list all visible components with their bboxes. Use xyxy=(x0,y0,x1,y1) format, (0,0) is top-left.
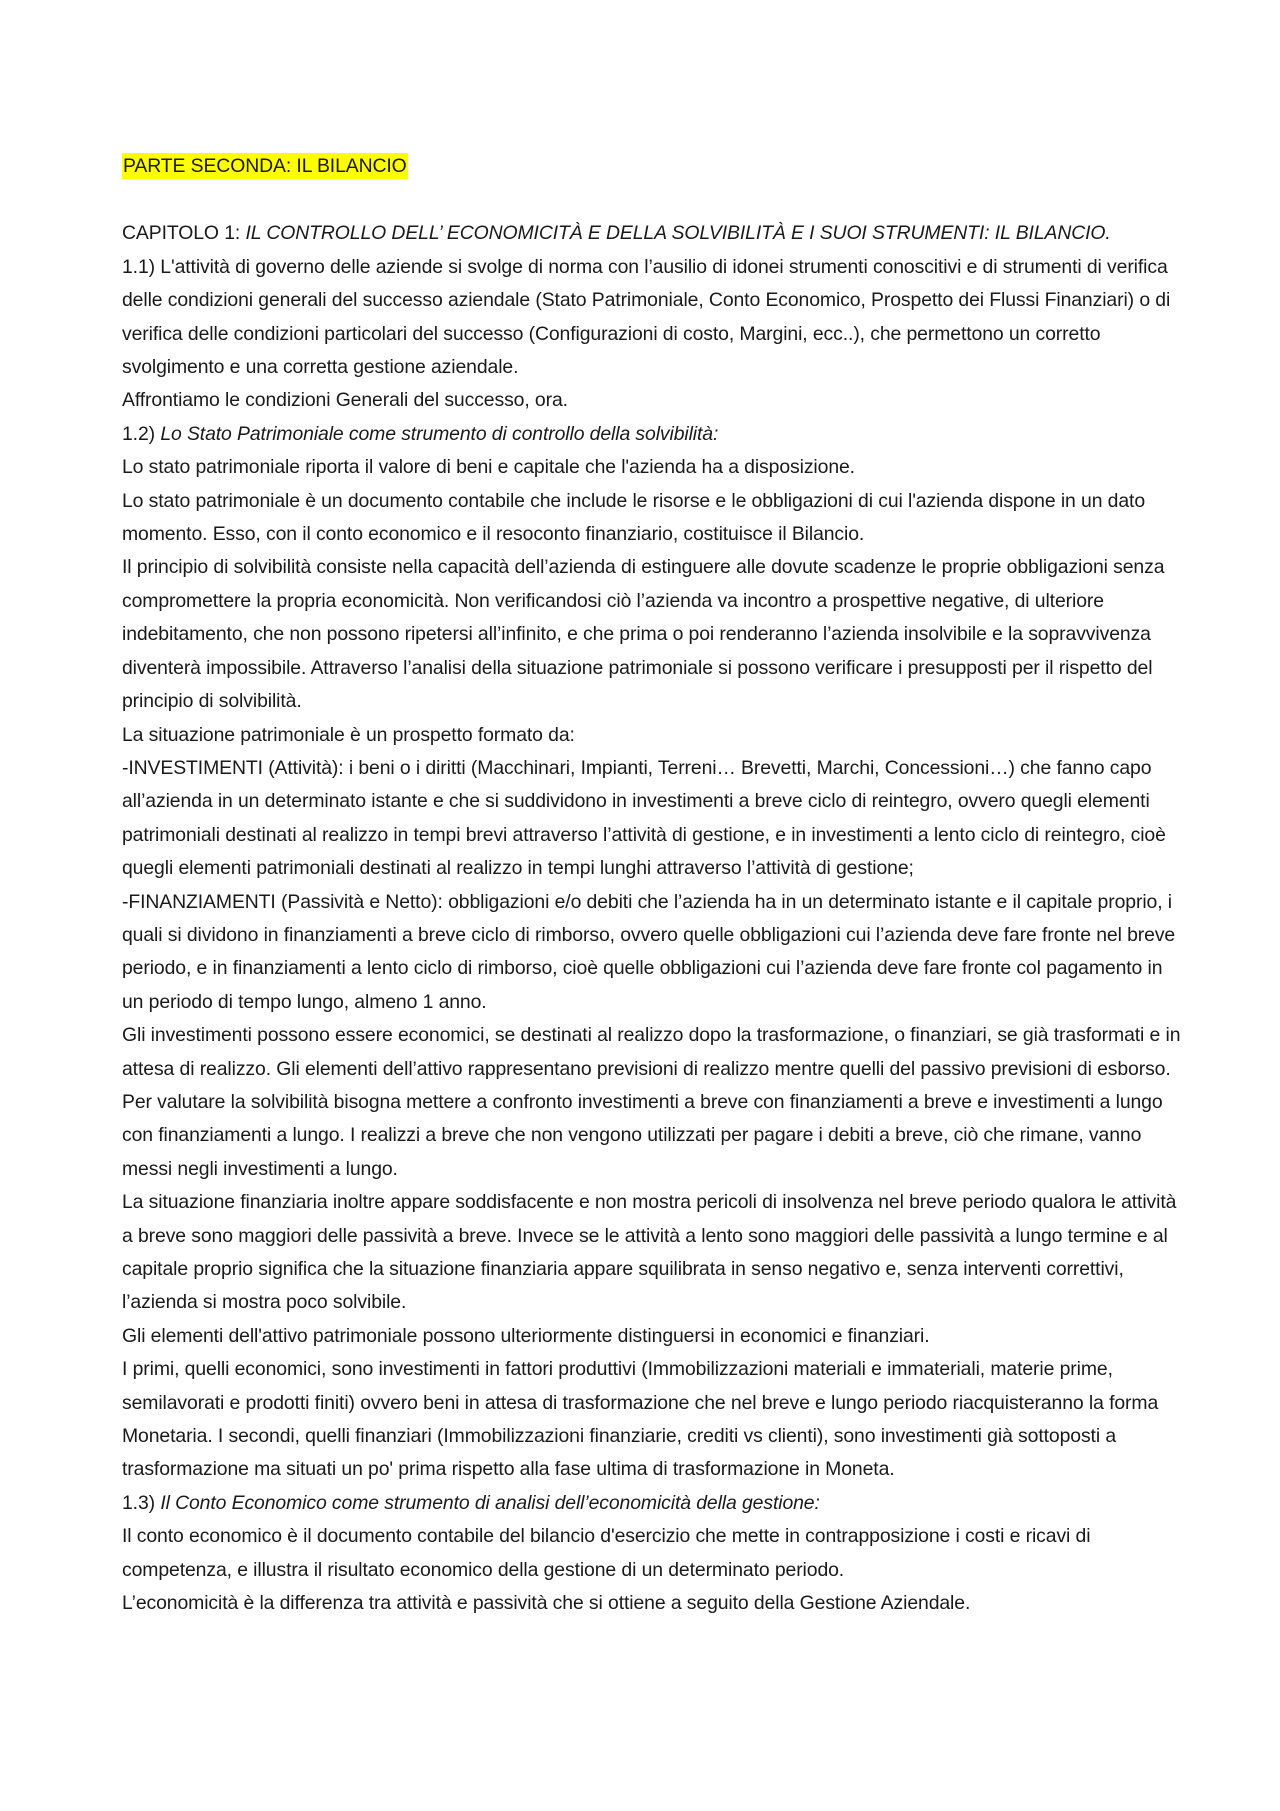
section-1-2-paragraph: Il principio di solvibilità consiste nella capacità dell’azienda di estinguere alle dovute scadenze le proprie obbligazioni senza compromettere la propria economicità. Non verificandosi ciò l’azienda va incontro a prospettive negative, di ulteriore indebitamento, che non possono ripetersi all’infinito, e che prima o poi renderanno l’azienda insolvibile e la sopravvivenza diventerà impossibile. Attraverso l’analisi della situazione patrimoniale si possono verificare i presupposti per il rispetto del principio di solvibilità. xyxy=(122,556,1165,713)
section-1-3-heading xyxy=(122,1487,1182,1520)
section-1-2-paragraph: I primi, quelli economici, sono investimenti in fattori produttivi (Immobilizzazioni materiali e immateriali, materie prime, semilavorati e prodotti finiti) ovvero beni in attesa di trasformazione che nel breve e lungo periodo riacquisteranno la forma Monetaria. I secondi, quelli finanziari (Immobilizzazioni finanziarie, crediti vs clienti), sono investimenti già sottoposti a trasformazione ma situati un po' prima rispetto alla fase ultima di trasformazione in Moneta. xyxy=(122,1358,1159,1481)
finanziamenti-paragraph: -FINANZIAMENTI (Passività e Netto): obbligazioni e/o debiti che l’azienda ha in un determinato istante e il capitale proprio, i quali si dividono in finanziamenti a breve ciclo di rimborso, ovvero quelle obbligazioni cui l’azienda deve fare fronte nel breve periodo, e in finanziamenti a lento ciclo di rimborso, cioè quelle obbligazioni cui l’azienda deve fare fronte col pagamento in un periodo di tempo lungo, almeno 1 anno. xyxy=(122,890,1176,1013)
section-1-2-paragraph: La situazione finanziaria inoltre appare soddisfacente e non mostra pericoli di insolvenza nel breve periodo qualora le attività a breve sono maggiori delle passività a breve. Invece se le attività a lento sono maggiori delle passività a lungo termine e al capitale proprio significa che la situazione finanziaria appare squilibrata in senso negativo e, senza interventi correttivi, l’azienda si mostra poco solvibile. xyxy=(122,1191,1177,1314)
section-1-2-paragraph: Lo stato patrimoniale riporta il valore di beni e capitale che l'azienda ha a disposizione. xyxy=(122,456,855,479)
chapter-label: CAPITOLO 1: xyxy=(122,222,246,245)
section-1-2-title: Lo Stato Patrimoniale come strumento di controllo della solvibilità: xyxy=(160,422,719,445)
section-1-1-paragraph: 1.1) L'attività di governo delle aziende si svolge di norma con l’ausilio di idonei strumenti conoscitivi e di strumenti di verifica delle condizioni generali del successo aziendale (Stato Patrimoniale, Conto Economico, Prospetto dei Flussi Finanziari) o di verifica delle condizioni particolari del successo (Configurazioni di costo, Margini, ecc..), che permettono un corretto svolgimento e una corretta gestione aziendale. xyxy=(122,255,1171,379)
section-1-2-paragraph: Gli elementi dell'attivo patrimoniale possono ulteriormente distinguersi in economici e finanziari. xyxy=(122,1324,930,1347)
blank-line xyxy=(122,183,1182,217)
document-page xyxy=(122,150,1182,1620)
section-1-3-title: Il Conto Economico come strumento di analisi dell’economicità della gestione: xyxy=(160,1491,820,1514)
chapter-title: IL CONTROLLO DELL’ ECONOMICITÀ E DELLA SOLVIBILITÀ E I SUOI STRUMENTI: IL BILANCIO. xyxy=(245,222,1111,245)
section-1-1-followup: Affrontiamo le condizioni Generali del successo, ora. xyxy=(122,389,568,412)
section-1-2-heading xyxy=(122,418,1182,451)
section-1-3-paragraph: Il conto economico è il documento contabile del bilancio d'esercizio che mette in contrapposizione i costi e ricavi di competenza, e illustra il risultato economico della gestione di un determinato periodo. xyxy=(122,1525,1091,1581)
section-1-2-paragraph: La situazione patrimoniale è un prospetto formato da: xyxy=(122,723,575,746)
section-1-3-number: 1.3) xyxy=(122,1491,161,1514)
section-1-3-paragraph: L’economicità è la differenza tra attività e passività che si ottiene a seguito della Gestione Aziendale. xyxy=(122,1592,971,1615)
part-title-line xyxy=(122,150,1182,183)
chapter-heading xyxy=(122,217,1182,250)
section-1-2-paragraph: Gli investimenti possono essere economici, se destinati al realizzo dopo la trasformazione, o finanziari, se già trasformati e in attesa di realizzo. Gli elementi dell’attivo rappresentano previsioni di realizzo mentre quelli del passivo previsioni di esborso. Per valutare la solvibilità bisogna mettere a confronto investimenti a breve con finanziamenti a breve e investimenti a lungo con finanziamenti a lungo. I realizzi a breve che non vengono utilizzati per pagare i debiti a breve, ciò che rimane, vanno messi negli investimenti a lungo. xyxy=(122,1024,1181,1180)
investimenti-paragraph: -INVESTIMENTI (Attività): i beni o i diritti (Macchinari, Impianti, Terreni… Brevetti, Marchi, Concessioni…) che fanno capo all’azienda in un determinato istante e che si suddividono in investimenti a breve ciclo di reintegro, ovvero quegli elementi patrimoniali destinati al realizzo in tempi brevi attraverso l’attività di gestione, e in investimenti a lento ciclo di reintegro, cioè quegli elementi patrimoniali destinati al realizzo in tempi lunghi attraverso l’attività di gestione; xyxy=(122,756,1166,880)
section-1-2-number: 1.2) xyxy=(122,422,161,445)
part-title: PARTE SECONDA: IL BILANCIO xyxy=(123,155,407,177)
section-1-2-paragraph: Lo stato patrimoniale è un documento contabile che include le risorse e le obbligazioni di cui l'azienda dispone in un dato momento. Esso, con il conto economico e il resoconto finanziario, costituisce il Bilancio. xyxy=(122,489,1146,546)
